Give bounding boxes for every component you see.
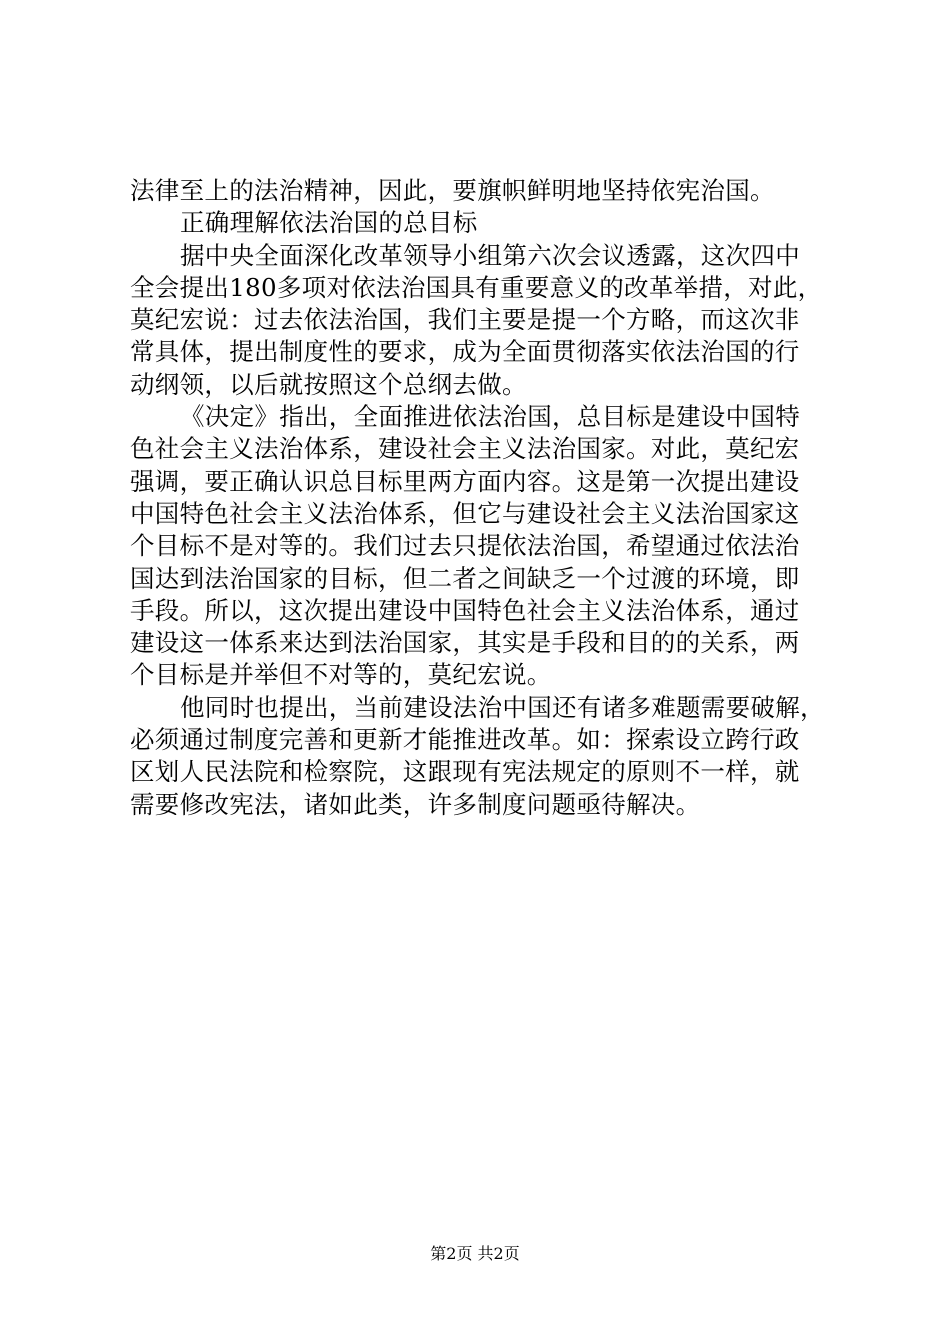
section-heading: 正确理解依法治国的总目标: [180, 208, 478, 238]
text-line: 个目标不是对等的。我们过去只提依法治国，希望通过依法治: [130, 531, 800, 561]
text-line: 据中央全面深化改革领导小组第六次会议透露，这次四中: [180, 240, 800, 270]
text-line: 常具体，提出制度性的要求，成为全面贯彻落实依法治国的行: [130, 337, 800, 367]
text-line: 需要修改宪法，诸如此类，许多制度问题亟待解决。: [130, 789, 701, 819]
text-line: 他同时也提出，当前建设法治中国还有诸多难题需要破解，: [180, 692, 825, 722]
text-line: 强调，要正确认识总目标里两方面内容。这是第一次提出建设: [130, 466, 800, 496]
text-line: 全会提出180多项对依法治国具有重要意义的改革举措，对此，: [130, 272, 823, 302]
text-line: 手段。所以，这次提出建设中国特色社会主义法治体系，通过: [130, 595, 800, 625]
text-line: 色社会主义法治体系，建设社会主义法治国家。对此，莫纪宏: [130, 434, 800, 464]
text-line: 法律至上的法治精神，因此，要旗帜鲜明地坚持依宪治国。: [130, 176, 775, 205]
text-line: 个目标是并举但不对等的，莫纪宏说。: [130, 660, 552, 690]
document-body: [130, 175, 830, 821]
text-line: 国达到法治国家的目标，但二者之间缺乏一个过渡的环境，即: [130, 563, 800, 593]
text-line: 动纲领，以后就按照这个总纲去做。: [130, 369, 527, 399]
text-line: 建设这一体系来达到法治国家，其实是手段和目的的关系，两: [130, 628, 800, 658]
text-line: 必须通过制度完善和更新才能推进改革。如：探索设立跨行政: [130, 725, 800, 755]
page-number: 第2页 共2页: [430, 1244, 520, 1263]
text-line: 区划人民法院和检察院，这跟现有宪法规定的原则不一样，就: [130, 757, 800, 787]
page-footer: [0, 1244, 950, 1264]
text-line: 中国特色社会主义法治体系，但它与建设社会主义法治国家这: [130, 498, 800, 528]
text-line: 《决定》指出，全面推进依法治国，总目标是建设中国特: [180, 402, 800, 432]
text-line: 莫纪宏说：过去依法治国，我们主要是提一个方略，而这次非: [130, 305, 800, 335]
